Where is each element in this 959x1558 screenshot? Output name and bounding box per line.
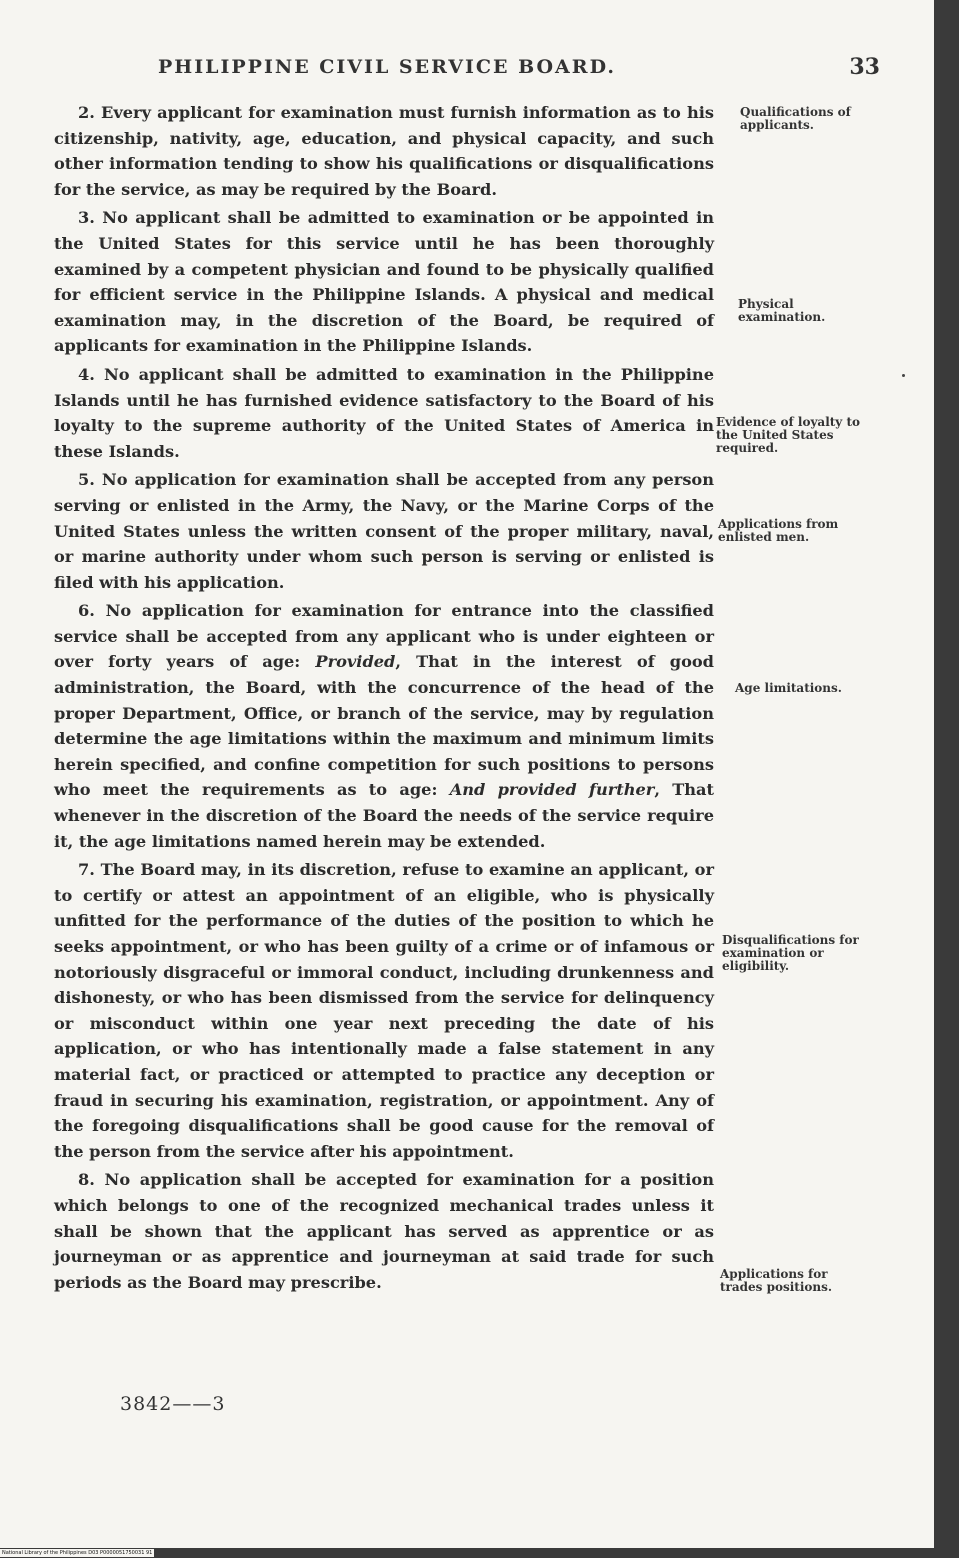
paragraph-2: 2. Every applicant for examination must furnish information as to his citizenship, nativity, age, education, and physical capacity, and such other information tending to show his qualifications or disqualifications for the service, as may be required by the Board. [54, 103, 714, 199]
paragraph-7: 7. The Board may, in its discretion, refuse to examine an applicant, or to certify or attest an appointment of an eligible, who is physically unfitted for the performance of the duties of the position to which he seeks appointment, or who has been guilty of a crime or of infamous or notoriously disgraceful or immoral conduct, including drunkenness and dishonesty, or who has been dismissed from the service for delinquency or misconduct within one year next preceding the date of his application, or who has intentionally made a false statement in any material fact, or practiced or attempted to practice any deception or fraud in securing his examination, registration, or appointment. Any of the foregoing disqualifications shall be good cause for the removal of the person from the service after his appointment. [54, 860, 714, 1161]
margin-note-trades: Applications for trades positions. [720, 1267, 833, 1294]
page-number: 33 [849, 54, 880, 80]
margin-note-physical-examination: Physical examination. [738, 297, 826, 324]
scan-footer: National Library of the Philippines D03 P0000051750031 91 [2, 1550, 153, 1556]
proviso-term: Provided [315, 652, 396, 672]
margin-note-disqualifications: Disqualifications for examination or eligibility. [722, 933, 859, 973]
scan-speck [902, 374, 905, 377]
margin-note-loyalty: Evidence of loyalty to the United States required. [716, 415, 860, 455]
paragraph-6 [54, 598, 714, 854]
paragraph-4: 4. No applicant shall be admitted to examination in the Philippine Islands until he has furnished evidence satisfactory to the Board of his loyalty to the supreme authority of the United States of America in these Islands. [54, 364, 714, 461]
paragraph-3: 3. No applicant shall be admitted to examination or be appointed in the United States for this service until he has been thoroughly examined by a competent physician and found to be physically qualified for efficient service in the Philippine Islands. A physical and medical examination may, in the discretion of the Board, be required of applicants for examination in the Philippine Islands. [54, 208, 714, 356]
paragraph-6-part-2: , That in the interest of good administration, the Board, with the concurrence of the head of the proper Department, Office, or branch of the service, may by regulation determine the age limitations within the maximum and minimum limits herein specified, and confine competition for such positions to persons who meet the requirements as to age: [54, 652, 714, 800]
margin-note-age-limitations: Age limitations. [735, 681, 842, 695]
paragraph-8: 8. No application shall be accepted for examination for a position which belongs to one of the recognized mechanical trades unless it shall be shown that the applicant has served as apprentice or as journeyman or as apprentice and journeyman at said trade for such periods as the Board may prescribe. [54, 1170, 714, 1292]
paragraph-5: 5. No application for examination shall be accepted from any person serving or enlisted in the Army, the Navy, or the Marine Corps of the United States unless the written consent of the proper military, naval, or marine authority under whom such person is serving or enlisted is filed with his application. [54, 470, 714, 592]
signature-mark: 3842——3 [120, 1393, 226, 1415]
paragraph-6-part-3: , That whenever in the discretion of the Board the needs of the service require it, the age limitations named herein may be extended. [54, 780, 715, 851]
running-title: PHILIPPINE CIVIL SERVICE BOARD. [158, 56, 616, 78]
margin-note-qualifications: Qualifications of applicants. [740, 105, 851, 132]
body-text [54, 100, 714, 1295]
page-header [50, 56, 880, 86]
margin-note-enlisted-men: Applications from enlisted men. [718, 517, 839, 544]
proviso-further-term: And provided further [449, 780, 655, 800]
paragraph-6-part-1: 6. No application for examination for entrance into the classified service shall be accepted from any applicant who is under eighteen or over forty years of age: [54, 601, 714, 672]
